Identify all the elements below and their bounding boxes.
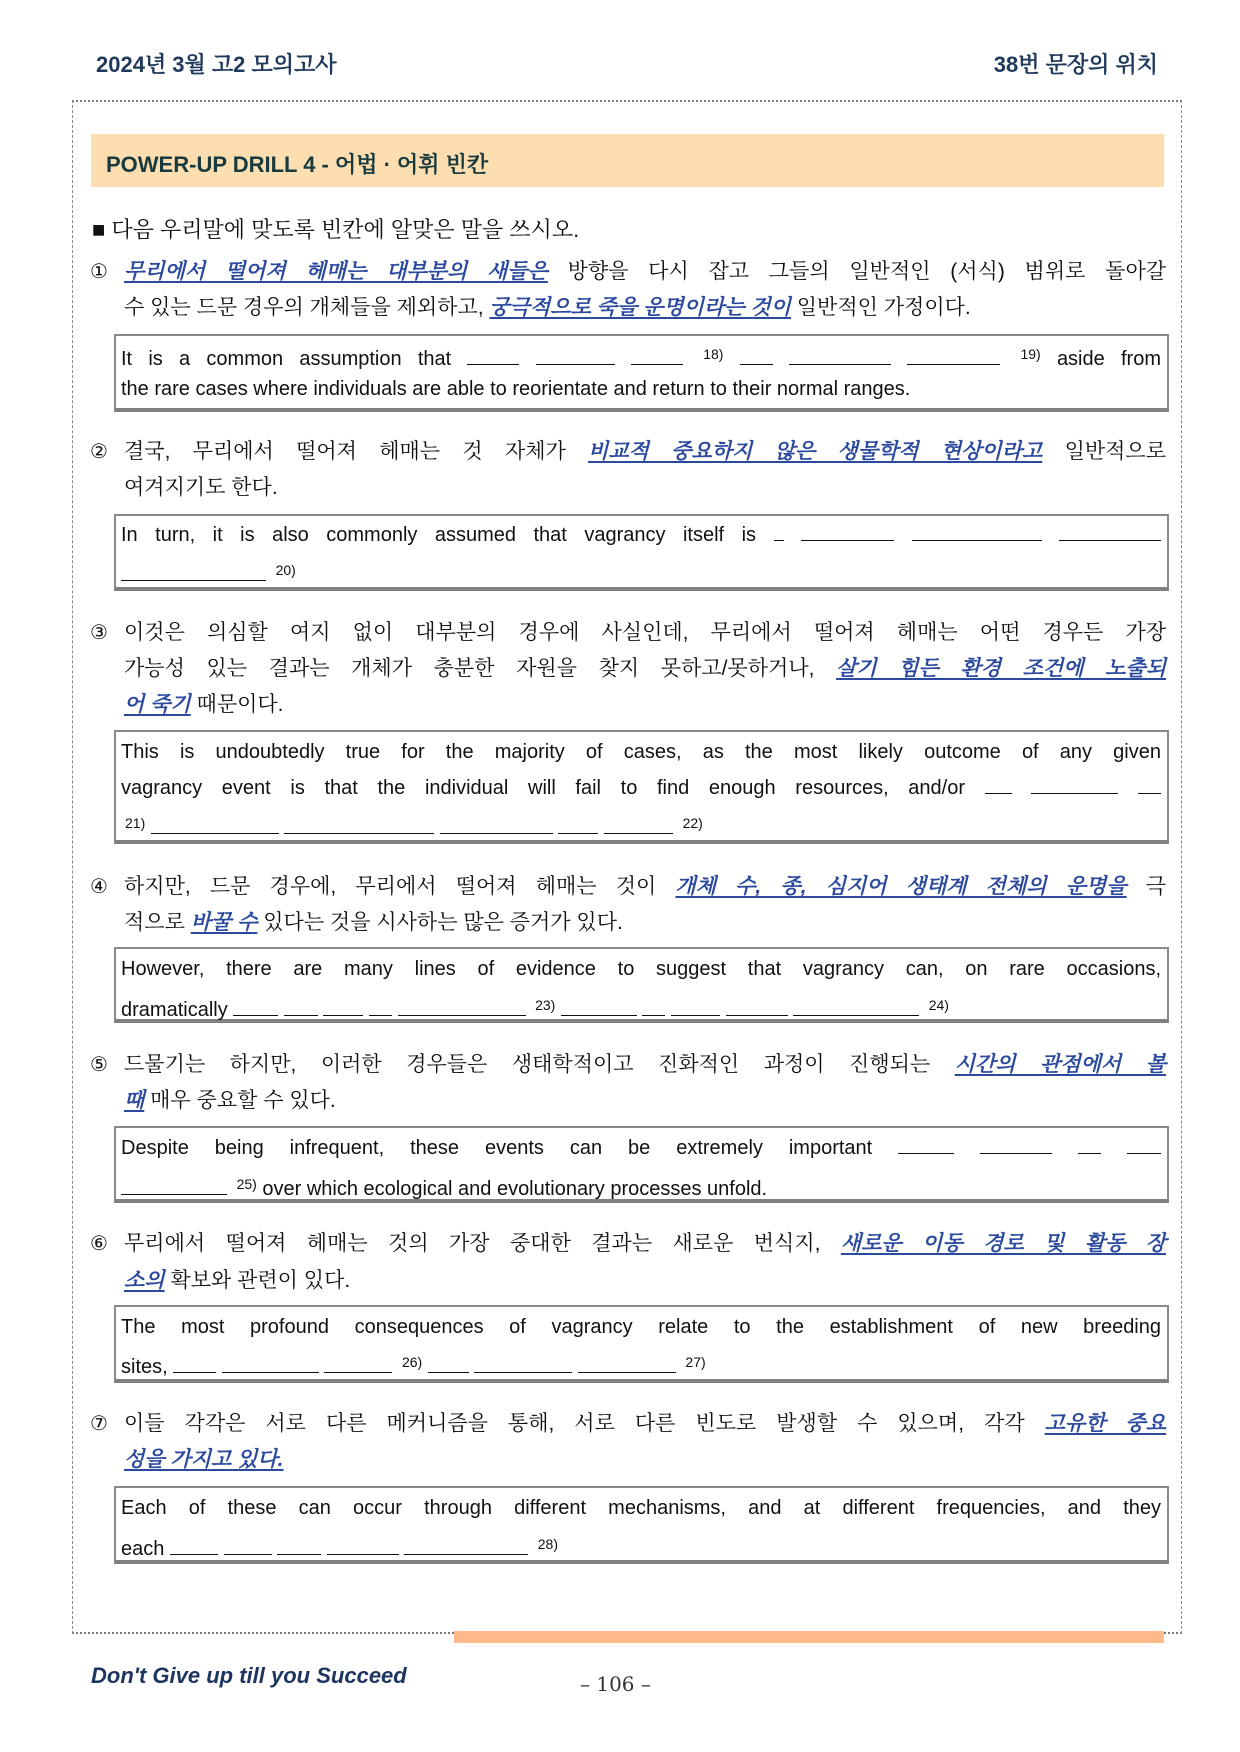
- page-number: – 106 –: [580, 1672, 651, 1696]
- sentence-text: 수 있는 드문 경우의 개체들을 제외하고,: [124, 296, 490, 319]
- sentence-text: 드물기는 하지만, 이러한 경우들은 생태학적이고 진화적인 과정이 진행되는: [124, 1053, 955, 1076]
- english-text: each: [121, 1538, 170, 1560]
- answer-blank[interactable]: [324, 1354, 392, 1373]
- english-sentence-line: [121, 809, 1161, 842]
- korean-sentence-line: [124, 438, 1166, 466]
- answer-blank[interactable]: [151, 815, 279, 834]
- korean-sentence-line: [124, 1087, 1166, 1115]
- answer-blank[interactable]: [323, 997, 363, 1016]
- korean-sentence-line: [124, 474, 1166, 502]
- drill-title: POWER-UP DRILL 4 - 어법 · 어휘 빈칸: [106, 152, 489, 177]
- english-sentence-line: [121, 556, 1161, 589]
- korean-sentence-line: [124, 873, 1166, 901]
- english-text: aside from: [1056, 348, 1161, 370]
- item-number: ⑦: [90, 1413, 108, 1435]
- highlighted-phrase: 새로운 이동 경로 및 활동 장: [840, 1232, 1166, 1255]
- answer-blank[interactable]: [277, 1536, 321, 1555]
- answer-blank[interactable]: [631, 346, 683, 365]
- english-text: It is a common assumption that: [121, 348, 468, 370]
- sentence-text: 이들 각각은 서로 다른 메커니즘을 통해, 서로 다른 빈도로 발생할 수 있으며, 각각: [124, 1412, 1045, 1435]
- sentence-text: 결국, 무리에서 떨어져 헤매는 것 자체가: [124, 440, 589, 463]
- question-number: 21): [125, 815, 146, 831]
- item-number: ⑤: [90, 1054, 108, 1076]
- item-number: ⑥: [90, 1233, 108, 1255]
- highlighted-phrase: 성을 가지고 있다.: [124, 1448, 284, 1471]
- answer-blank[interactable]: [985, 775, 1012, 794]
- english-sentence-line: [121, 1170, 1161, 1203]
- answer-blank[interactable]: [474, 1354, 572, 1373]
- answer-blank[interactable]: [980, 1135, 1052, 1154]
- answer-blank[interactable]: [369, 997, 392, 1016]
- sentence-text: 방향을 다시 잡고 그들의 일반적인 (서식) 범위로 돌아갈: [547, 260, 1167, 283]
- answer-blank[interactable]: [1138, 775, 1161, 794]
- drill-title-band: [91, 134, 1164, 187]
- english-sentence-line: [121, 1313, 1161, 1341]
- english-text: Each of these can occur through different mechanisms, and at different frequencies, and they: [121, 1497, 1161, 1519]
- sentence-text: 무리에서 떨어져 헤매는 것의 가장 중대한 결과는 새로운 번식지,: [124, 1232, 841, 1255]
- header-exam-title: 2024년 3월 고2 모의고사: [96, 52, 337, 77]
- answer-blank[interactable]: [428, 1354, 469, 1373]
- english-sentence-line: [121, 521, 1161, 549]
- english-text: sites,: [121, 1356, 174, 1378]
- answer-blank[interactable]: [170, 1536, 218, 1555]
- answer-blank[interactable]: [224, 1536, 272, 1555]
- answer-blank[interactable]: [121, 562, 266, 581]
- korean-sentence-line: [124, 1051, 1166, 1079]
- header-section-title: 38번 문장의 위치: [993, 52, 1158, 77]
- answer-blank[interactable]: [726, 997, 788, 1016]
- highlighted-phrase: 살기 힘든 환경 조건에 노출되: [836, 657, 1166, 680]
- english-sentence-line: [121, 738, 1161, 766]
- sentence-text: 극: [1126, 875, 1166, 898]
- english-sentence-line: [121, 1134, 1161, 1162]
- answer-blank[interactable]: [793, 997, 919, 1016]
- content-frame: [72, 100, 1182, 1634]
- korean-sentence-line: [124, 1267, 1166, 1295]
- korean-sentence-line: [124, 294, 1166, 322]
- instruction: ■ 다음 우리말에 맞도록 빈칸에 알맞은 말을 쓰시오.: [92, 217, 580, 242]
- sentence-text: 적으로: [124, 911, 191, 934]
- english-text: over which ecological and evolutionary processes unfold.: [262, 1178, 768, 1200]
- sentence-text: 일반적으로: [1042, 440, 1166, 463]
- english-text: In turn, it is also commonly assumed that vagrancy itself is: [121, 524, 774, 546]
- highlighted-phrase: 개체 수, 종, 심지어 생태계 전체의 운명을: [675, 875, 1127, 898]
- sentence-text: 확보와 관련이 있다.: [164, 1269, 351, 1292]
- answer-blank[interactable]: [467, 346, 519, 365]
- korean-sentence-line: [124, 258, 1166, 286]
- question-number: 28): [537, 1536, 558, 1552]
- english-sentence-line: [121, 991, 1161, 1024]
- answer-blank[interactable]: [398, 997, 526, 1016]
- sentence-text: 일반적인 가정이다.: [790, 296, 971, 319]
- highlighted-phrase: 비교적 중요하지 않은 생물학적 현상이라고: [588, 440, 1043, 463]
- answer-blank[interactable]: [1127, 1135, 1161, 1154]
- answer-blank[interactable]: [327, 1536, 399, 1555]
- question-number: 19): [1020, 346, 1041, 362]
- english-sentence-line: [121, 375, 1161, 403]
- sentence-text: 가능성 있는 결과는 개체가 충분한 자원을 찾지 못하고/못하거나,: [124, 657, 837, 680]
- answer-blank[interactable]: [222, 1354, 319, 1373]
- answer-blank[interactable]: [898, 1135, 954, 1154]
- answer-blank[interactable]: [801, 522, 894, 541]
- answer-blank[interactable]: [774, 522, 784, 541]
- english-sentence-line: [121, 774, 1161, 802]
- answer-blank[interactable]: [284, 997, 318, 1016]
- sentence-text: 매우 중요할 수 있다.: [144, 1089, 336, 1112]
- highlighted-phrase: 어 죽기: [124, 693, 191, 716]
- item-number: ①: [90, 261, 108, 283]
- answer-blank[interactable]: [789, 346, 891, 365]
- english-text: However, there are many lines of evidence to suggest that vagrancy can, on rare occasions,: [121, 958, 1161, 980]
- english-text: The most profound consequences of vagrancy relate to the establishment of new breeding: [121, 1316, 1161, 1338]
- answer-blank[interactable]: [642, 997, 665, 1016]
- english-text: vagrancy event is that the individual will fail to find enough resources, and/or: [121, 777, 985, 799]
- english-text: Despite being infrequent, these events can be extremely important: [121, 1137, 899, 1159]
- item-number: ④: [90, 876, 108, 898]
- korean-sentence-line: [124, 909, 1166, 937]
- answer-blank[interactable]: [558, 815, 598, 834]
- question-number: 26): [401, 1354, 423, 1370]
- question-number: 18): [703, 346, 724, 362]
- highlighted-phrase: 시간의 관점에서 볼: [954, 1053, 1166, 1076]
- footer-motto: Don't Give up till you Succeed: [91, 1663, 407, 1688]
- question-number: 24): [928, 997, 949, 1013]
- answer-blank[interactable]: [440, 815, 553, 834]
- answer-blank[interactable]: [740, 346, 773, 365]
- answer-blank[interactable]: [121, 1176, 227, 1195]
- question-number: 27): [685, 1354, 706, 1370]
- sentence-text: 하지만, 드문 경우에, 무리에서 떨어져 헤매는 것이: [124, 875, 676, 898]
- answer-blank[interactable]: [561, 997, 637, 1016]
- answer-blank[interactable]: [912, 522, 1042, 541]
- sentence-text: 때문이다.: [190, 693, 284, 716]
- answer-blank[interactable]: [604, 815, 673, 834]
- answer-blank[interactable]: [578, 1354, 676, 1373]
- answer-blank[interactable]: [1078, 1135, 1101, 1154]
- question-number: 22): [682, 815, 703, 831]
- english-sentence-line: [121, 1348, 1161, 1381]
- english-text: dramatically: [121, 999, 234, 1021]
- english-text: the rare cases where individuals are able to reorientate and return to their normal ranges.: [121, 378, 911, 400]
- english-sentence-line: [121, 340, 1161, 373]
- highlighted-phrase: 무리에서 떨어져 헤매는 대부분의 새들은: [124, 260, 548, 283]
- answer-blank[interactable]: [404, 1536, 528, 1555]
- answer-blank[interactable]: [284, 815, 434, 834]
- bottom-accent-bar: [454, 1631, 1164, 1643]
- korean-sentence-line: [124, 691, 1166, 719]
- korean-sentence-line: [124, 619, 1166, 647]
- highlighted-phrase: 궁극적으로 죽을 운명이라는 것이: [489, 296, 791, 319]
- highlighted-phrase: 때: [124, 1089, 145, 1112]
- question-number: 20): [275, 562, 296, 578]
- item-number: ③: [90, 622, 108, 644]
- english-sentence-line: [121, 1530, 1161, 1563]
- item-number: ②: [90, 441, 108, 463]
- answer-blank[interactable]: [536, 346, 615, 365]
- korean-sentence-line: [124, 1230, 1166, 1258]
- highlighted-phrase: 바꿀 수: [190, 911, 258, 934]
- korean-sentence-line: [124, 1446, 1166, 1474]
- korean-sentence-line: [124, 655, 1166, 683]
- answer-blank[interactable]: [1031, 775, 1118, 794]
- english-sentence-line: [121, 1494, 1161, 1522]
- korean-sentence-line: [124, 1410, 1166, 1438]
- sentence-text: 여겨지기도 한다.: [124, 476, 278, 499]
- sentence-text: 있다는 것을 시사하는 많은 증거가 있다.: [257, 911, 623, 934]
- english-sentence-line: [121, 955, 1161, 983]
- highlighted-phrase: 고유한 중요: [1044, 1412, 1167, 1435]
- answer-blank[interactable]: [233, 997, 278, 1016]
- sentence-text: 이것은 의심할 여지 없이 대부분의 경우에 사실인데, 무리에서 떨어져 헤매는 어떤 경우든 가장: [124, 621, 1166, 644]
- question-number: 23): [535, 997, 556, 1013]
- answer-blank[interactable]: [173, 1354, 216, 1373]
- question-number: 25): [236, 1176, 257, 1192]
- answer-blank[interactable]: [1059, 522, 1161, 541]
- highlighted-phrase: 소의: [124, 1269, 165, 1292]
- english-text: This is undoubtedly true for the majority of cases, as the most likely outcome of any given: [121, 741, 1161, 763]
- answer-blank[interactable]: [907, 346, 1000, 365]
- answer-blank[interactable]: [671, 997, 720, 1016]
